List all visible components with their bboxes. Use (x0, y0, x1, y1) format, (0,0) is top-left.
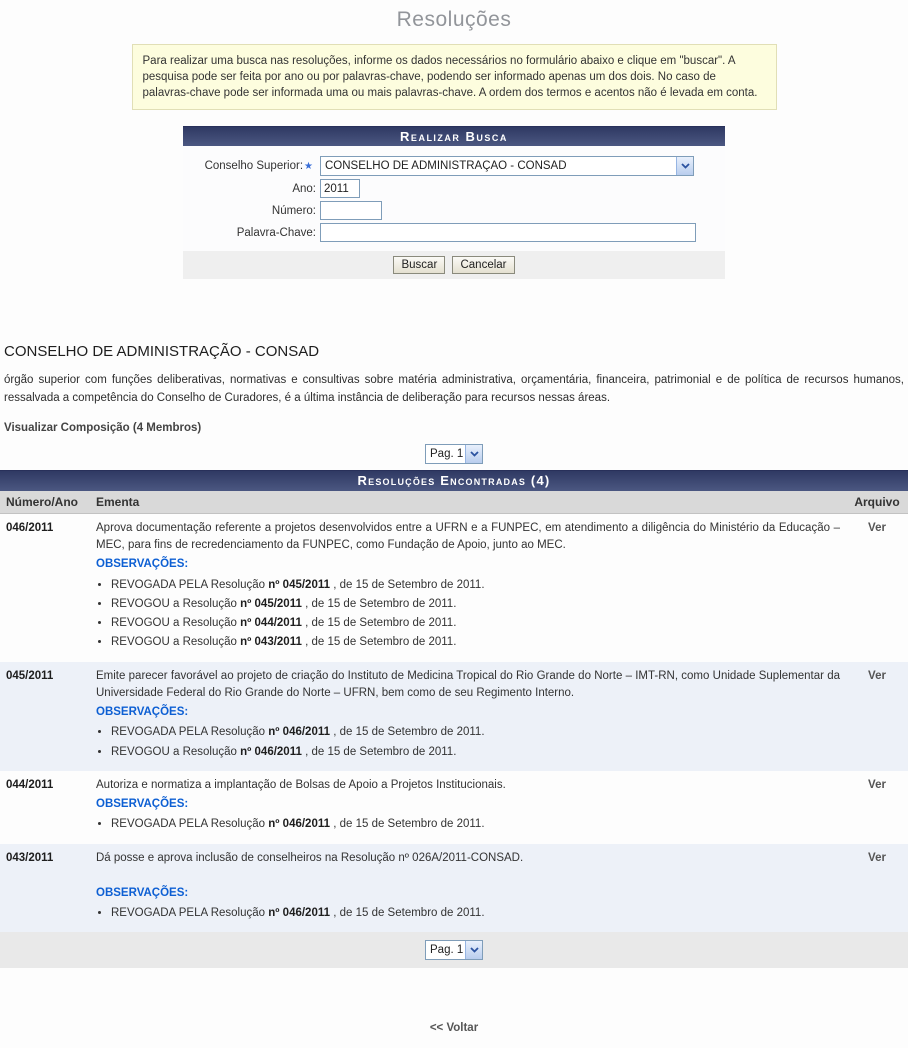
column-header-ementa: Ementa (90, 491, 846, 514)
numero-row (183, 201, 725, 220)
voltar-link[interactable]: << Voltar (429, 1022, 479, 1035)
observacoes-list (111, 724, 840, 761)
search-form (183, 126, 725, 279)
resolution-number: 043/2011 (6, 851, 54, 864)
resolution-ementa-cell (90, 662, 846, 771)
observacoes-list (111, 577, 840, 652)
ver-link[interactable]: Ver (868, 521, 886, 534)
observacoes-label: OBSERVAÇÕES: (96, 706, 189, 719)
conselho-superior-row (183, 156, 725, 176)
council-section (0, 343, 908, 434)
search-form-footer (183, 251, 725, 279)
page-select-bottom[interactable] (425, 940, 483, 960)
chevron-down-icon (465, 941, 482, 959)
resolution-ementa-cell (90, 513, 846, 661)
page-title: Resoluções (396, 8, 512, 31)
page-select-top-value: Pag. 1 (430, 447, 464, 460)
ano-input[interactable] (320, 179, 360, 198)
results-table-title: Resoluções Encontradas (4) (0, 470, 908, 491)
palavra-chave-input[interactable] (320, 223, 696, 242)
resolution-number: 044/2011 (6, 778, 54, 791)
observacao-item: • REVOGOU a Resolução nº 043/2011 , de 15 de Setembro de 2011. (111, 634, 840, 651)
conselho-superior-label: Conselho Superior:★ (183, 160, 320, 172)
observacoes-label: OBSERVAÇÕES: (96, 886, 189, 899)
conselho-superior-select[interactable] (320, 156, 694, 176)
cancelar-button[interactable]: Cancelar (452, 256, 514, 274)
back-link-container (0, 1022, 908, 1034)
observacao-item: • REVOGOU a Resolução nº 046/2011 , de 15 de Setembro de 2011. (111, 744, 840, 761)
page-select-bottom-value: Pag. 1 (430, 944, 464, 957)
pagination-top (0, 444, 908, 464)
resolution-ementa: Aprova documentação referente a projetos desenvolvidos entre a UFRN e a FUNPEC, em atendimento a diligência do Ministério da Educação – MEC, para fins de recredenciamento da FUNPEC, como Fundação de Apoio, junto ao MEC. (96, 521, 840, 552)
search-form-title: Realizar Busca (183, 126, 725, 146)
search-form-body (183, 146, 725, 251)
ver-link[interactable]: Ver (868, 778, 886, 791)
observacao-item: • REVOGADA PELA Resolução nº 046/2011 , de 15 de Setembro de 2011. (111, 905, 840, 922)
pagination-bottom (0, 932, 908, 968)
resolution-number: 046/2011 (6, 521, 54, 534)
numero-input[interactable] (320, 201, 382, 220)
observacoes-list (111, 905, 840, 922)
page-select-top[interactable] (425, 444, 483, 464)
palavra-chave-label: Palavra-Chave: (236, 226, 316, 239)
table-row (0, 662, 908, 771)
council-name: CONSELHO DE ADMINISTRAÇÃO - CONSAD (4, 343, 320, 361)
buscar-button[interactable]: Buscar (393, 256, 445, 274)
spacer (96, 867, 840, 883)
chevron-down-icon (676, 157, 693, 175)
palavra-chave-row (183, 223, 725, 242)
column-header-arquivo: Arquivo (846, 491, 908, 514)
resolution-ementa: Dá posse e aprova inclusão de conselheiros na Resolução nº 026A/2011-CONSAD. (96, 851, 524, 864)
info-box (132, 44, 777, 110)
resolution-ementa: Emite parecer favorável ao projeto de criação do Instituto de Medicina Tropical do Rio Grande do Norte – IMT-RN, como Unidade Suplementar da Universidade Federal do Rio Grande do Norte – UFRN, bem como de seu Regimento Interno. (96, 669, 840, 699)
observacoes-list (111, 816, 840, 833)
required-star-icon: ★ (304, 161, 313, 173)
info-box-text: Para realizar uma busca nas resoluções, informe os dados necessários no formulário abaixo e clique em "buscar". A pesquisa pode ser feita por ano ou por palavras-chave, podendo ser informado apenas um dos dois. No caso de palavras-chave pode ser informada uma ou mais palavras-chave. A ordem dos termos e acentos não é levada em conta. (142, 55, 758, 100)
results-footer-row (0, 932, 908, 968)
ano-row (183, 179, 725, 198)
results-table (0, 470, 908, 969)
ano-label: Ano: (292, 182, 316, 195)
table-row (0, 844, 908, 933)
ver-link[interactable]: Ver (868, 851, 886, 864)
results-header-row (0, 491, 908, 514)
observacao-item: • REVOGADA PELA Resolução nº 045/2011 , de 15 de Setembro de 2011. (111, 577, 840, 594)
table-row (0, 771, 908, 844)
resolution-ementa: Autoriza e normatiza a implantação de Bolsas de Apoio a Projetos Institucionais. (96, 778, 506, 791)
observacoes-label: OBSERVAÇÕES: (96, 558, 189, 571)
observacao-item: • REVOGOU a Resolução nº 045/2011 , de 15 de Setembro de 2011. (111, 596, 840, 613)
council-description: órgão superior com funções deliberativas, normativas e consultivas sobre matéria administrativa, orçamentária, financeira, patrimonial e de política de recursos humanos, ressalvada a competência do Conselho de Curadores, é a última instância de deliberação para recursos nessas áreas. (4, 374, 904, 405)
resolution-ementa-cell (90, 844, 846, 933)
observacao-item: • REVOGADA PELA Resolução nº 046/2011 , de 15 de Setembro de 2011. (111, 724, 840, 741)
resolution-number: 045/2011 (6, 669, 54, 682)
observacao-item: • REVOGOU a Resolução nº 044/2011 , de 15 de Setembro de 2011. (111, 615, 840, 632)
conselho-superior-selected-value: CONSELHO DE ADMINISTRAÇÃO - CONSAD (325, 160, 567, 173)
column-header-numero: Número/Ano (0, 491, 90, 514)
ver-link[interactable]: Ver (868, 669, 886, 682)
table-row (0, 513, 908, 661)
numero-label: Número: (271, 204, 316, 217)
observacao-item: • REVOGADA PELA Resolução nº 046/2011 , de 15 de Setembro de 2011. (111, 816, 840, 833)
observacoes-label: OBSERVAÇÕES: (96, 798, 189, 811)
visualizar-composicao-link[interactable]: Visualizar Composição (4 Membros) (4, 421, 202, 434)
chevron-down-icon (465, 445, 482, 463)
resolution-ementa-cell (90, 771, 846, 844)
